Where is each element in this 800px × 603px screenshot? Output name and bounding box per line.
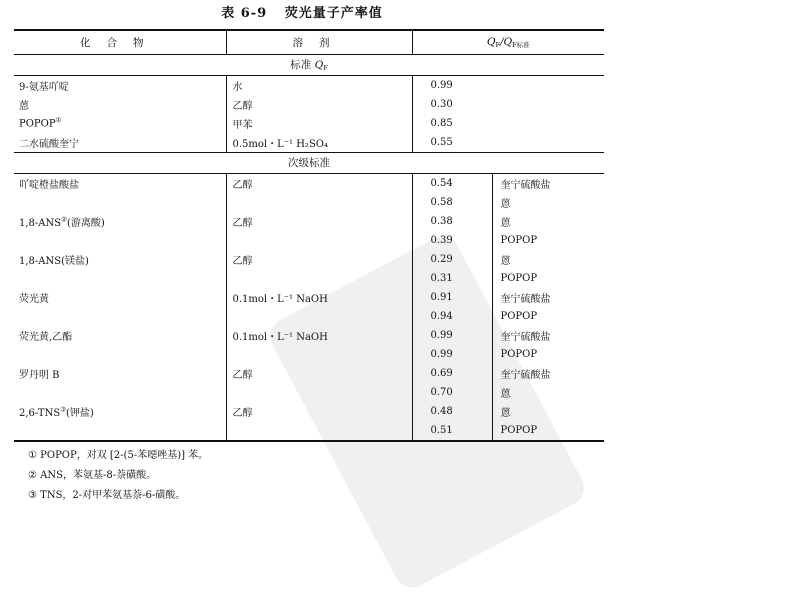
solvent-cell: 甲苯 [226, 114, 412, 133]
header-solvent: 溶剂 [226, 30, 412, 54]
table-caption: 荧光量子产率值 [284, 6, 383, 21]
footnote-2: ② ANS，苯氨基-8-萘磺酸。 [28, 470, 157, 481]
standard-cell: 蒽 [492, 402, 604, 421]
table-row [14, 193, 604, 212]
standard-cell: POPOP [492, 269, 604, 288]
compound-cell: 荧光黄 [14, 288, 226, 307]
standard-cell: 蒽 [492, 250, 604, 269]
table-row [14, 114, 604, 133]
value-cell: 0.31 [430, 272, 453, 284]
table-row [14, 173, 604, 193]
table-row [14, 250, 604, 269]
value-cell: 0.29 [430, 253, 453, 265]
empty-cell [492, 114, 604, 133]
table-row [14, 269, 604, 288]
compound-cell: 吖啶橙盐酸盐 [14, 173, 226, 193]
value-cell: 0.38 [430, 215, 453, 227]
solvent-cell: 乙醇 [226, 173, 412, 193]
table-row [14, 75, 604, 95]
table-title [0, 2, 604, 21]
section-standard-label: 标准 $Q_F$ [14, 54, 604, 75]
compound-cell: 罗丹明 B [14, 364, 226, 383]
standard-cell: 蒽 [492, 212, 604, 231]
footnote-mark: ③ [60, 405, 67, 414]
value-cell: 0.48 [430, 405, 453, 417]
standard-cell: POPOP [492, 231, 604, 250]
compound-cell: 1,8-ANS②(游离酸) [14, 212, 226, 231]
solvent-cell: 乙醇 [226, 212, 412, 231]
header-row [14, 30, 604, 54]
value-cell: 0.55 [430, 136, 453, 148]
table-row [14, 212, 604, 231]
value-cell: 0.85 [430, 117, 453, 129]
table-row [14, 345, 604, 364]
compound-cell: 荧光黄,乙酯 [14, 326, 226, 345]
solvent-cell: 乙醇 [226, 250, 412, 269]
table-row [14, 326, 604, 345]
table-number: 表 6-9 [221, 6, 268, 21]
table-row [14, 231, 604, 250]
value-cell: 0.99 [430, 348, 453, 360]
standard-cell: 奎宁硫酸盐 [492, 326, 604, 345]
standard-cell: 蒽 [492, 193, 604, 212]
section-secondary-row [14, 152, 604, 173]
value-cell: 0.58 [430, 196, 453, 208]
header-ratio: $Q_F/Q_{F标准}$ [412, 30, 604, 54]
compound-cell: 二水硫酸奎宁 [14, 133, 226, 153]
value-cell: 0.99 [430, 79, 453, 91]
standard-cell: 奎宁硫酸盐 [492, 364, 604, 383]
footnotes [28, 446, 208, 506]
compound-cell: 2,6-TNS③(钾盐) [14, 402, 226, 421]
empty-cell [492, 133, 604, 153]
standard-cell: POPOP [492, 345, 604, 364]
footnote-1: ① POPOP，对双 [2-(5-苯噁唑基)] 苯。 [28, 450, 209, 461]
empty-cell [492, 75, 604, 95]
quantum-yield-table [14, 29, 604, 442]
compound-cell: 蒽 [14, 95, 226, 114]
compound-cell: 9-氨基吖啶 [14, 75, 226, 95]
empty-cell [492, 95, 604, 114]
value-cell: 0.70 [430, 386, 453, 398]
value-cell: 0.54 [430, 177, 453, 189]
value-cell: 0.51 [412, 421, 492, 441]
table-row [14, 364, 604, 383]
value-cell: 0.91 [430, 291, 453, 303]
solvent-cell: 水 [226, 75, 412, 95]
footnote-3: ③ TNS，2-对甲苯氨基萘-6-磺酸。 [28, 490, 186, 501]
standard-cell: POPOP [492, 421, 604, 441]
value-cell: 0.39 [430, 234, 453, 246]
footnote-mark: ① [55, 116, 62, 125]
solvent-cell: 乙醇 [226, 95, 412, 114]
table-row [14, 383, 604, 402]
solvent-cell: 乙醇 [226, 364, 412, 383]
table-row [14, 288, 604, 307]
compound-cell: POPOP① [14, 114, 226, 133]
solvent-cell: 0.1mol・L⁻¹ NaOH [226, 288, 412, 307]
section-standard-row [14, 54, 604, 75]
standard-cell: 奎宁硫酸盐 [492, 173, 604, 193]
standard-cell: 蒽 [492, 383, 604, 402]
solvent-cell: 乙醇 [226, 402, 412, 421]
value-cell: 0.99 [430, 329, 453, 341]
standard-cell: POPOP [492, 307, 604, 326]
section-secondary-label: 次级标准 [14, 152, 604, 173]
table-row [14, 95, 604, 114]
footnote-mark: ② [61, 215, 67, 224]
table-row [14, 402, 604, 421]
header-compound: 化合物 [14, 30, 226, 54]
solvent-cell: 0.5mol・L⁻¹ H₂SO₄ [226, 133, 412, 153]
table-row [14, 307, 604, 326]
compound-cell: 1,8-ANS(镁盐) [14, 250, 226, 269]
solvent-cell: 0.1mol・L⁻¹ NaOH [226, 326, 412, 345]
value-cell: 0.94 [430, 310, 453, 322]
standard-cell: 奎宁硫酸盐 [492, 288, 604, 307]
value-cell: 0.69 [430, 367, 453, 379]
table-row [14, 133, 604, 153]
table-row [14, 421, 604, 441]
value-cell: 0.30 [430, 98, 453, 110]
